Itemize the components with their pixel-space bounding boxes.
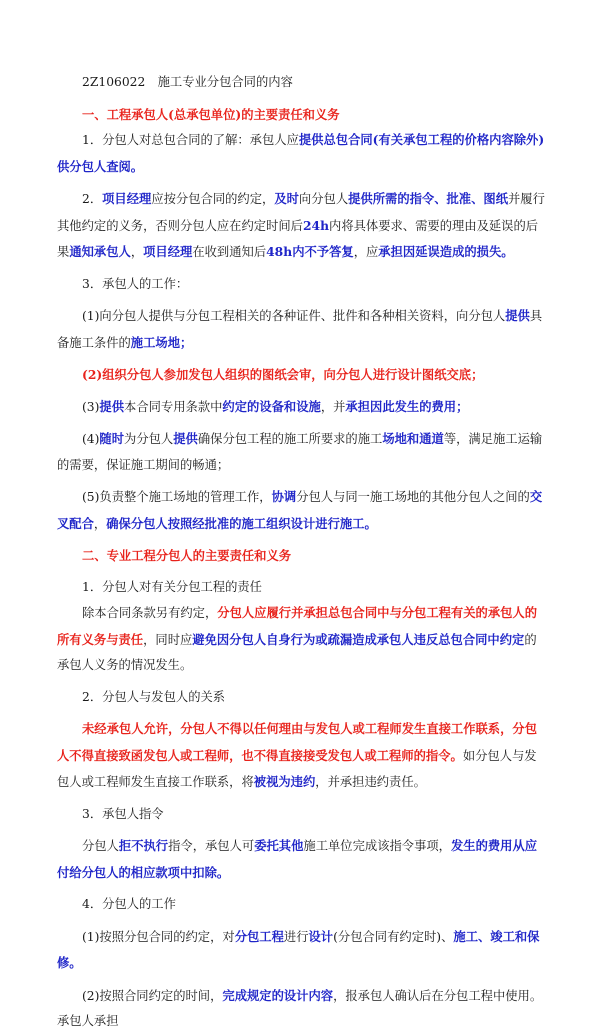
highlight-blue: 及时 — [274, 191, 299, 206]
text-run: 分包人与同一施工场地的其他分包人之间的 — [296, 490, 530, 504]
text-run: ，应 — [353, 245, 379, 259]
paragraph-3-item-1 — [57, 303, 547, 356]
text-run: ，并承担违约责任。 — [315, 775, 426, 789]
highlight-blue: 交叉配合 — [57, 489, 543, 531]
text-run: 确保分包工程的施工所要求的施工 — [197, 432, 383, 446]
text-run: 2． — [82, 192, 103, 206]
paragraph-3-item-5 — [57, 484, 547, 537]
highlight-blue: 协调 — [271, 489, 297, 504]
highlight-blue: 确保分包人按照经批准的施工组织设计进行施工。 — [106, 515, 377, 531]
highlight-blue: 场地和通道 — [382, 431, 444, 446]
highlight-blue: 项目经理 — [102, 191, 152, 206]
highlight-blue: 提供总包合同(有关承包工程的价格内容除外)供分包人查阅。 — [57, 132, 545, 174]
highlight-blue: 承担因延误造成的损失。 — [378, 244, 514, 259]
text-run: 进行 — [283, 929, 309, 944]
paragraph-4-heading: 1．分包人对有关分包工程的责任 — [82, 579, 262, 594]
text-run: (4) — [82, 432, 100, 446]
highlight-blue: 24h — [302, 217, 330, 233]
text-run: ， — [93, 516, 107, 531]
text-run: 施工单位完成该指令事项， — [303, 839, 451, 853]
text-run: 在收到通知后 — [192, 245, 267, 259]
paragraph-5-body — [57, 716, 547, 796]
text-run: 为分包人 — [124, 432, 174, 446]
highlight-blue: 提供 — [99, 398, 125, 414]
text-run: 本合同专用条款中 — [124, 399, 223, 414]
text-run: 向分包人 — [298, 192, 349, 206]
text-run: 如分包人与发包人或工程师发生直接工作联系，将 — [57, 748, 537, 789]
highlight-blue: 随时 — [99, 431, 125, 446]
highlight-blue: 委托其他 — [254, 838, 304, 853]
text-run: 应按分包合同的约定， — [151, 192, 275, 206]
highlight-red: 未经承包人允许，分包人不得以任何理由与发包人或工程师发生直接工作联系，分包人不得直接致函发包人或工程师，也不得直接接受发包人或工程师的指令。 — [57, 721, 537, 763]
text-run: (2)按照合同约定的时间， — [82, 988, 223, 1003]
text-run: 1．分包人对总包合同的了解：承包人应 — [82, 133, 299, 147]
text-run: 除本合同条款另有约定， — [82, 606, 218, 620]
highlight-blue: 48h — [266, 244, 293, 259]
highlight-blue: 通知承包人 — [69, 244, 131, 259]
section-heading-2: 二、专业工程分包人的主要责任和义务 — [82, 548, 292, 563]
highlight-blue: 承担因此发生的费用； — [345, 398, 469, 414]
paragraph-1 — [57, 127, 547, 180]
paragraph-6-heading: 3．承包人指令 — [82, 806, 164, 821]
highlight-blue: 提供 — [505, 308, 530, 323]
text-run: ， — [130, 245, 144, 259]
text-run: (分包合同有约定时)、 — [333, 929, 454, 944]
text-run: (5)负责整个施工场地的管理工作， — [82, 490, 272, 504]
document-code-title: 2Z106022 施工专业分包合同的内容 — [82, 75, 293, 89]
highlight-blue: 拒不执行 — [118, 838, 169, 853]
paragraph-6-body — [57, 833, 547, 886]
document-page — [57, 70, 547, 1035]
text-run: 具备施工条件的 — [57, 309, 543, 350]
highlight-blue: 项目经理 — [143, 244, 193, 259]
highlight-blue: 施工场地； — [130, 334, 193, 350]
highlight-blue: 分包工程 — [234, 928, 284, 944]
paragraph-3-item-2: (2)组织分包人参加发包人组织的图纸会审，向分包人进行设计图纸交底； — [82, 367, 484, 382]
paragraph-7-item-2 — [57, 983, 547, 1035]
highlight-blue: 设计 — [308, 928, 334, 944]
text-run: (3) — [82, 399, 100, 414]
highlight-blue: 内不予答复 — [292, 244, 354, 259]
highlight-blue: 发生的费用从应付给分包人的相应款项中扣除。 — [57, 838, 538, 880]
highlight-blue: 完成规定的设计内容 — [222, 987, 334, 1003]
paragraph-3-heading: 3．承包人的工作： — [82, 276, 189, 291]
section-heading-1: 一、工程承包人(总承包单位)的主要责任和义务 — [82, 106, 340, 122]
paragraph-4-body — [57, 600, 547, 679]
paragraph-3-item-4 — [57, 426, 547, 478]
highlight-blue: 被视为违约 — [253, 774, 316, 789]
highlight-blue: 避免因分包人自身行为或疏漏造成承包人违反总包合同中约定 — [192, 631, 525, 647]
text-run: 内将具体要求、需要的理由及延误的后果 — [57, 218, 539, 259]
text-run: 的承包人义务的情况发生。 — [57, 632, 537, 672]
text-run: (1)向分包人提供与分包工程相关的各种证件、批件和各种相关资料，向分包人 — [82, 309, 506, 323]
paragraph-2 — [57, 186, 547, 266]
text-run: 指令，承包人可 — [168, 839, 255, 853]
text-run: ，报承包人确认后在分包工程中使用。承包人承担 — [57, 988, 543, 1028]
highlight-blue: 施工、竣工和保修。 — [57, 928, 540, 970]
text-run: (1)按照分包合同的约定，对 — [82, 929, 235, 944]
highlight-blue: 提供 — [173, 431, 198, 446]
paragraph-7-heading: 4．分包人的工作 — [82, 897, 176, 911]
text-run: 等，满足施工运输的需要，保证施工期间的畅通； — [57, 432, 543, 472]
text-run: 分包人 — [82, 839, 119, 853]
text-run: ，同时应 — [143, 632, 193, 647]
paragraph-7-item-1 — [57, 924, 547, 977]
paragraph-3-item-3 — [57, 394, 547, 421]
highlight-blue: 提供所需的指令、批准、图纸 — [348, 191, 508, 206]
paragraph-5-heading: 2．分包人与发包人的关系 — [82, 689, 226, 704]
text-run: 并履行其他约定的义务，否则分包人应在约定时间后 — [57, 192, 545, 233]
text-run: ，并 — [320, 399, 346, 414]
highlight-blue: 约定的设备和设施 — [222, 398, 321, 414]
highlight-red: 分包人应履行并承担总包合同中与分包工程有关的承包人的所有义务与责任 — [57, 605, 538, 647]
